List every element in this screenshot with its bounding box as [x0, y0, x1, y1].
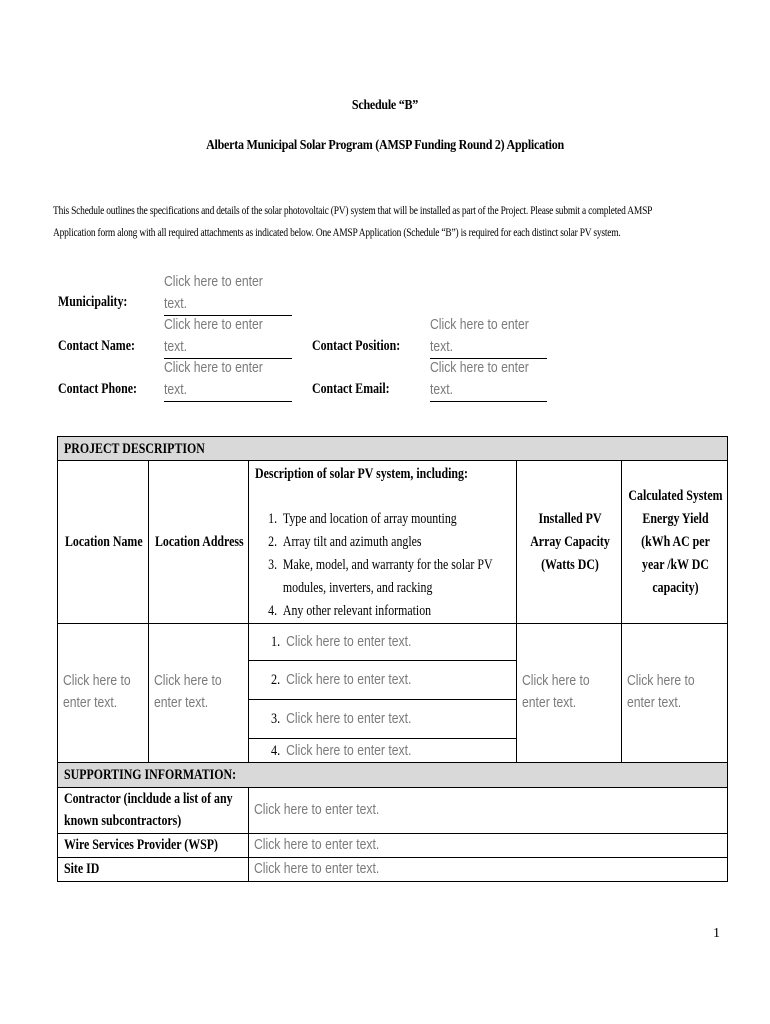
- installed-capacity-header-cell: [516, 460, 622, 624]
- site-id-label: Site ID: [64, 861, 100, 877]
- supporting-information-header: [57, 762, 728, 788]
- installed-capacity-header: Installed PV Array Capacity (Watts DC): [530, 511, 610, 573]
- field-placeholder: Click here to enter text.: [254, 861, 380, 877]
- field-placeholder: Click here to: [627, 673, 695, 689]
- intro-line-2: Application form along with all required attachments as indicated below. One AMSP Application (Schedule “B”) is required for each distinct solar PV system.: [53, 225, 621, 239]
- field-placeholder: text.: [164, 338, 188, 355]
- description-row: 2. Click here to enter text.: [271, 672, 412, 688]
- description-criteria: [255, 508, 501, 623]
- field-placeholder: Click here to enter: [430, 317, 529, 333]
- contractor-input[interactable]: [248, 787, 728, 834]
- contractor-label-cell: [57, 787, 249, 834]
- description-row: 4. Click here to enter text.: [271, 743, 412, 759]
- contact-phone-field[interactable]: [164, 358, 292, 402]
- wsp-input[interactable]: [248, 833, 728, 858]
- description-input-3[interactable]: [248, 699, 517, 739]
- contact-name-label: Contact Name:: [58, 338, 135, 354]
- description-input-2[interactable]: [248, 660, 517, 700]
- contact-position-field[interactable]: [430, 315, 547, 359]
- contact-name-field[interactable]: [164, 315, 292, 359]
- contact-phone-label: Contact Phone:: [58, 381, 137, 397]
- intro-line-1: This Schedule outlines the specifications and details of the solar photovoltaic (PV) system that will be installed as part of the Project. Please submit a completed AMSP: [53, 203, 653, 217]
- project-description-title: PROJECT DESCRIPTION: [64, 441, 205, 457]
- field-placeholder: Click here to enter text.: [254, 837, 380, 853]
- field-placeholder: text.: [430, 381, 454, 398]
- field-placeholder: enter text.: [627, 694, 682, 711]
- intro-paragraph: [53, 199, 661, 243]
- description-row: 3. Click here to enter text.: [271, 711, 412, 727]
- criteria-item: modules, inverters, and racking: [282, 580, 433, 596]
- field-placeholder: Click here to enter: [430, 360, 529, 376]
- location-address-header: Location Address: [155, 534, 244, 550]
- field-placeholder: enter text.: [522, 694, 577, 711]
- contact-email-field[interactable]: [430, 358, 547, 402]
- field-placeholder: Click here to: [63, 673, 131, 689]
- contact-email-label: Contact Email:: [312, 381, 390, 397]
- application-title: Alberta Municipal Solar Program (AMSP Funding Round 2) Application: [206, 138, 564, 153]
- field-placeholder: Click here to enter: [164, 317, 263, 333]
- field-placeholder: Click here to enter text.: [254, 802, 380, 818]
- energy-yield-input[interactable]: [621, 623, 728, 763]
- site-id-input[interactable]: [248, 857, 728, 882]
- contact-position-label: Contact Position:: [312, 338, 401, 354]
- installed-capacity-input[interactable]: [516, 623, 622, 763]
- field-placeholder: text.: [430, 338, 454, 355]
- energy-yield-header: Calculated System Energy Yield (kWh AC per year /kW DC capacity): [628, 488, 723, 596]
- criteria-item: 2. Array tilt and azimuth angles: [268, 534, 422, 550]
- description-header-title: Description of solar PV system, including:: [255, 466, 468, 482]
- location-address-header-cell: [148, 460, 249, 624]
- description-input-4[interactable]: [248, 738, 517, 763]
- site-id-label-cell: [57, 857, 249, 882]
- project-description-header: [57, 436, 728, 461]
- location-name-input[interactable]: [57, 623, 149, 763]
- field-placeholder: text.: [164, 381, 188, 398]
- municipality-label: Municipality:: [58, 294, 128, 310]
- location-name-header-cell: [57, 460, 149, 624]
- description-input-1[interactable]: [248, 623, 517, 661]
- criteria-item: 4. Any other relevant information: [268, 603, 432, 619]
- schedule-heading: Schedule “B”: [351, 98, 419, 113]
- field-placeholder: enter text.: [63, 694, 118, 711]
- description-row: 1. Click here to enter text.: [271, 634, 412, 650]
- field-placeholder: Click here to: [522, 673, 590, 689]
- supporting-information-title: SUPPORTING INFORMATION:: [64, 767, 237, 783]
- contractor-label: Contractor (incldude a list of any known subcontractors): [64, 791, 233, 829]
- criteria-item: 3. Make, model, and warranty for the solar PV: [268, 557, 493, 573]
- location-name-header: Location Name: [65, 534, 143, 550]
- municipality-field[interactable]: [164, 272, 292, 316]
- field-placeholder: text.: [164, 295, 188, 312]
- energy-yield-header-cell: [621, 460, 728, 624]
- field-placeholder: enter text.: [154, 694, 209, 711]
- field-placeholder: Click here to enter: [164, 360, 263, 376]
- wsp-label: Wire Services Provider (WSP): [64, 837, 218, 853]
- location-address-input[interactable]: [148, 623, 249, 763]
- page-number: 1: [713, 926, 720, 941]
- wsp-label-cell: [57, 833, 249, 858]
- field-placeholder: Click here to enter: [164, 274, 263, 290]
- field-placeholder: Click here to: [154, 673, 222, 689]
- criteria-item: 1. Type and location of array mounting: [268, 511, 457, 527]
- project-table: [57, 436, 728, 882]
- description-header-cell: [248, 460, 517, 624]
